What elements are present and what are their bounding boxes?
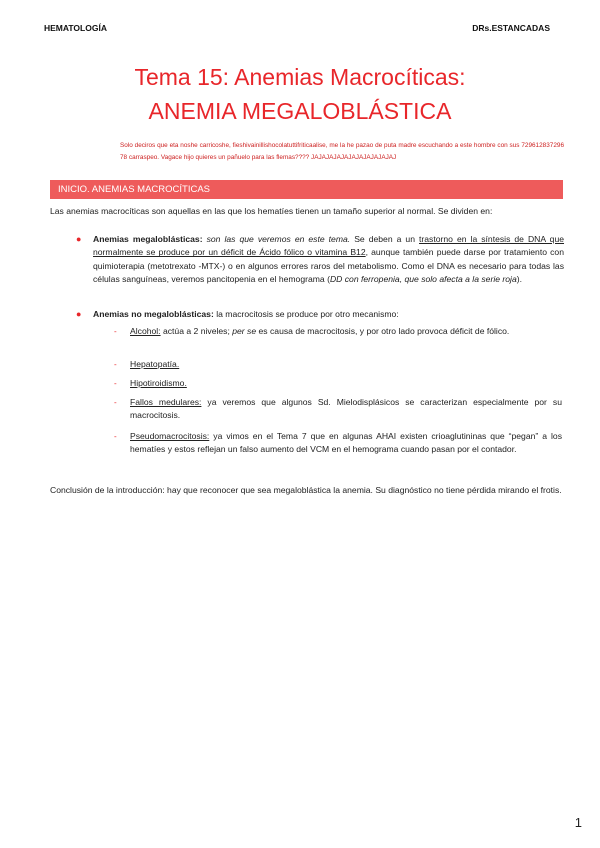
header-authors: DRs.ESTANCADAS [472,23,550,33]
subitem-text: es causa de macrocitosis, y por otro lado provoca déficit de fólico. [258,326,510,336]
intro-paragraph: Las anemias macrocíticas son aquellas en las que los hematíes tienen un tamaño superior al normal. Se dividen en: [50,206,493,216]
subitem-text: ya vimos en el Tema 7 que en algunas AHAI existen crioaglutininas que “pegan” a los hematíes y estos reflejan un falso aumento del VCM en el hemograma cuando pasan por el contador. [130,431,562,455]
bullet-text: ). [516,273,522,284]
dash-icon: - [114,327,117,336]
document-subtitle: ANEMIA MEGALOBLÁSTICA [148,98,452,124]
subitem-text: ya veremos que algunos Sd. Mielodisplásicos se caracterizan especialmente por su macrocitosis. [130,397,562,421]
bullet-label: Anemias no megaloblásticas: [93,309,214,319]
header-subject: HEMATOLOGÍA [44,23,107,33]
bullet-label: Anemias megaloblásticas: [93,234,203,244]
subitem-label: Pseudomacrocitosis: [130,431,210,441]
bullet-italic: DD con ferropenia, que solo afecta a la serie roja [329,273,517,284]
subitem-hipotiroidismo [130,377,562,390]
bullet-text: la macrocitosis se produce por otro mecanismo: [216,309,399,319]
bullet-no-megaloblasticas [93,308,564,321]
dedication-note: Solo deciros que eta noshe carricoshe, fieshivainillishocolatuttifriticaalise, me la he pazao de puta madre escuchando a este hombre con sus 7296128372967​8 carraspeo. Vagace hijo quieres un pañuelo para las flemas???? JAJAJAJAJAJAJAJAJAJAJAJ [120,142,564,161]
bullet-italic: son las que veremos en este tema. [206,234,351,244]
subitem-label: Hepatopatía. [130,359,180,369]
subitem-pseudomacrocitosis [130,430,562,457]
subitem-label: Hipotiroidismo. [130,378,187,388]
subitem-fallos-medulares [130,396,562,423]
bullet-text: Se deben a un [354,234,415,244]
dash-icon: - [114,432,117,441]
bullet-text: , aunque también puede darse por tratamiento con quimioterapia (metotrexato -MTX-) o en algunos errores raros del metabolismo. Como el DNA es necesario para todas las células sanguíneas, veremos pancitopenia en el hemograma ( [93,247,564,284]
dash-icon: - [114,398,117,407]
subitem-text: actúa a 2 niveles; [162,326,230,336]
subitem-alcohol [130,325,562,338]
bullet-icon: ● [76,234,82,244]
subitem-label: Fallos medulares: [130,397,202,407]
bullet-underlined: trastorno en la síntesis de DNA que normalmente se produce por un déficit de Ácido fólico o vitamina B12 [93,234,565,258]
document-title: Tema 15: Anemias Macrocíticas: [134,64,466,90]
subitem-hepatopatia [130,358,562,371]
bullet-megaloblasticas [93,233,564,286]
dash-icon: - [114,379,117,388]
bullet-icon: ● [76,309,82,319]
subitem-italic: per se [232,326,257,336]
page-number: 1 [574,815,582,830]
dash-icon: - [114,360,117,369]
conclusion-paragraph: Conclusión de la introducción: hay que reconocer que sea megaloblástica la anemia. Su diagnóstico no tiene pérdida mirando el frotis. [50,485,562,495]
section-heading: INICIO. ANEMIAS MACROCÍTICAS [50,180,563,199]
subitem-label: Alcohol: [130,326,161,336]
